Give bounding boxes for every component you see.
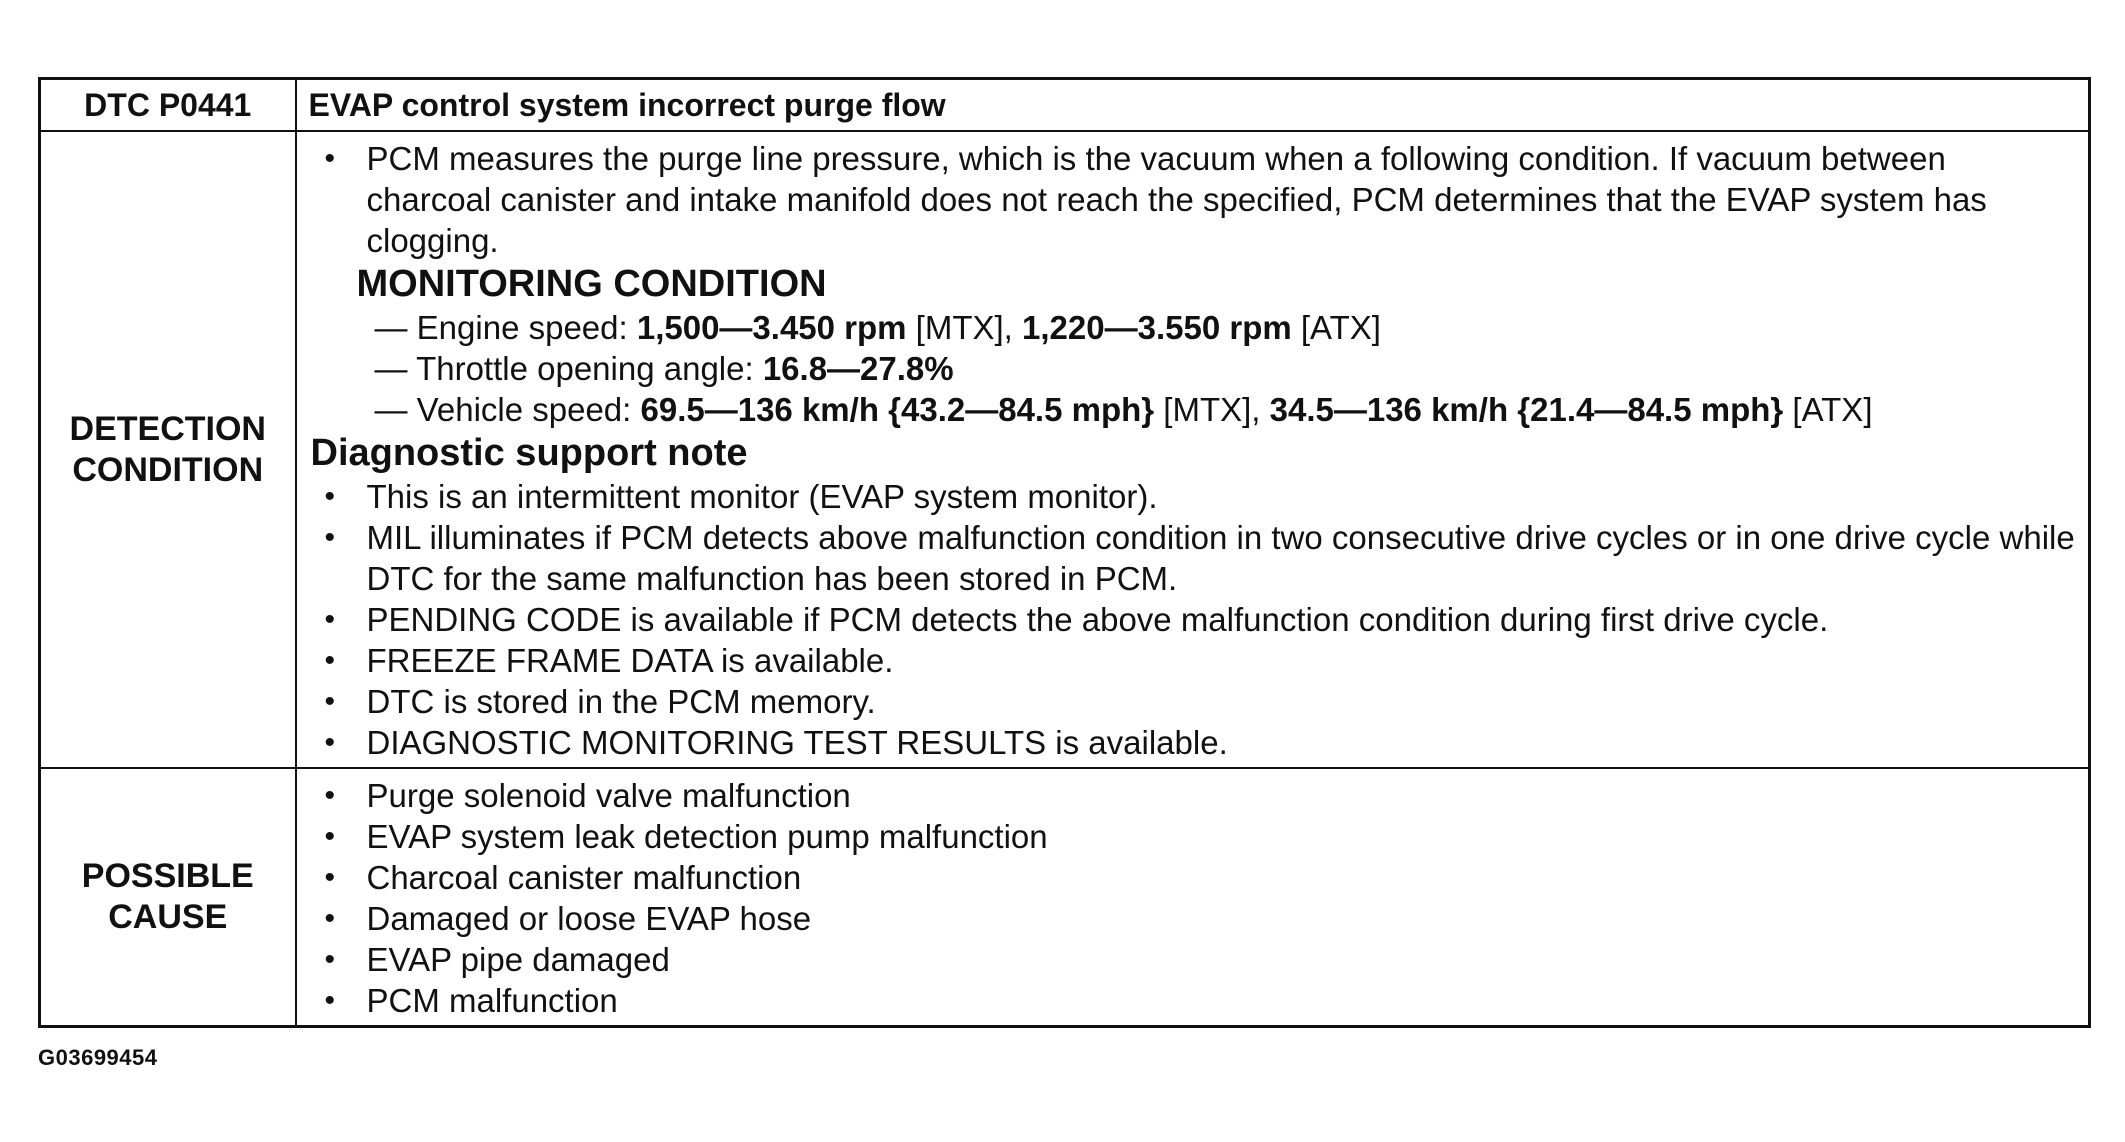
dtc-code: DTC P0441 (40, 79, 296, 132)
cause-list (311, 775, 2079, 1021)
monitoring-prefix: — Throttle opening angle: (374, 350, 763, 387)
monitoring-value: 1,220—3.550 rpm (1022, 309, 1292, 346)
monitoring-line-vehicle-speed (311, 389, 2079, 430)
figure-id: G03699454 (38, 1045, 158, 1070)
detection-condition-label (40, 131, 296, 768)
cause-item: • Charcoal canister malfunction (311, 857, 2079, 898)
intro-bullet: • PCM measures the purge line pressure, which is the vacuum when a following condition. If vacuum between charcoal canister and intake manifold does not reach the specified, PCM determines that the EVAP system has clogging. (311, 138, 2079, 261)
support-note-item: • MIL illuminates if PCM detects above malfunction condition in two consecutive drive cycles or in one drive cycle while DTC for the same malfunction has been stored in PCM. (311, 517, 2079, 599)
detection-condition-row (40, 131, 2090, 768)
cause-item: • EVAP pipe damaged (311, 939, 2079, 980)
cause-item: • Damaged or loose EVAP hose (311, 898, 2079, 939)
support-note-item: • DTC is stored in the PCM memory. (311, 681, 2079, 722)
monitoring-value: 34.5—136 km/h {21.4—84.5 mph} (1269, 391, 1784, 428)
cause-item: • EVAP system leak detection pump malfunction (311, 816, 2079, 857)
detection-condition-content (296, 131, 2090, 768)
support-note-item: • FREEZE FRAME DATA is available. (311, 640, 2079, 681)
cause-label-line2: CAUSE (108, 898, 228, 936)
monitoring-text: [MTX], (906, 309, 1023, 346)
monitoring-line-engine-speed (311, 307, 2079, 348)
monitoring-value: 1,500—3.450 rpm (636, 309, 907, 346)
cause-item: • Purge solenoid valve malfunction (311, 775, 2079, 816)
detection-label-line2: CONDITION (72, 450, 264, 489)
cause-label-line1: POSSIBLE (81, 857, 254, 895)
diagnostic-support-note-title: Diagnostic support note (310, 432, 748, 474)
possible-cause-row (40, 768, 2090, 1027)
detection-label-line1: DETECTION (69, 409, 266, 448)
support-note-list (311, 476, 2079, 763)
support-note-item: • DIAGNOSTIC MONITORING TEST RESULTS is available. (311, 722, 2079, 763)
header-row (40, 79, 2090, 132)
monitoring-text: [MTX], (1154, 391, 1270, 428)
monitoring-prefix: — Engine speed: (374, 309, 637, 346)
support-note-item: • PENDING CODE is available if PCM detects the above malfunction condition during first drive cycle. (311, 599, 2079, 640)
dtc-title: EVAP control system incorrect purge flow (296, 79, 2090, 132)
monitoring-prefix: — Vehicle speed: (374, 391, 641, 428)
intro-list (311, 138, 2079, 261)
possible-cause-label (40, 768, 296, 1027)
dtc-info-table (38, 77, 2091, 1028)
monitoring-text: [ATX] (1783, 391, 1873, 428)
monitoring-line-throttle-angle (311, 348, 2079, 389)
monitoring-value: 16.8—27.8% (762, 350, 954, 387)
monitoring-text: [ATX] (1291, 309, 1381, 346)
possible-cause-content (296, 768, 2090, 1027)
cause-item: • PCM malfunction (311, 980, 2079, 1021)
support-note-item: • This is an intermittent monitor (EVAP system monitor). (311, 476, 2079, 517)
monitoring-condition-title: MONITORING CONDITION (356, 263, 827, 305)
monitoring-value: 69.5—136 km/h {43.2—84.5 mph} (640, 391, 1155, 428)
